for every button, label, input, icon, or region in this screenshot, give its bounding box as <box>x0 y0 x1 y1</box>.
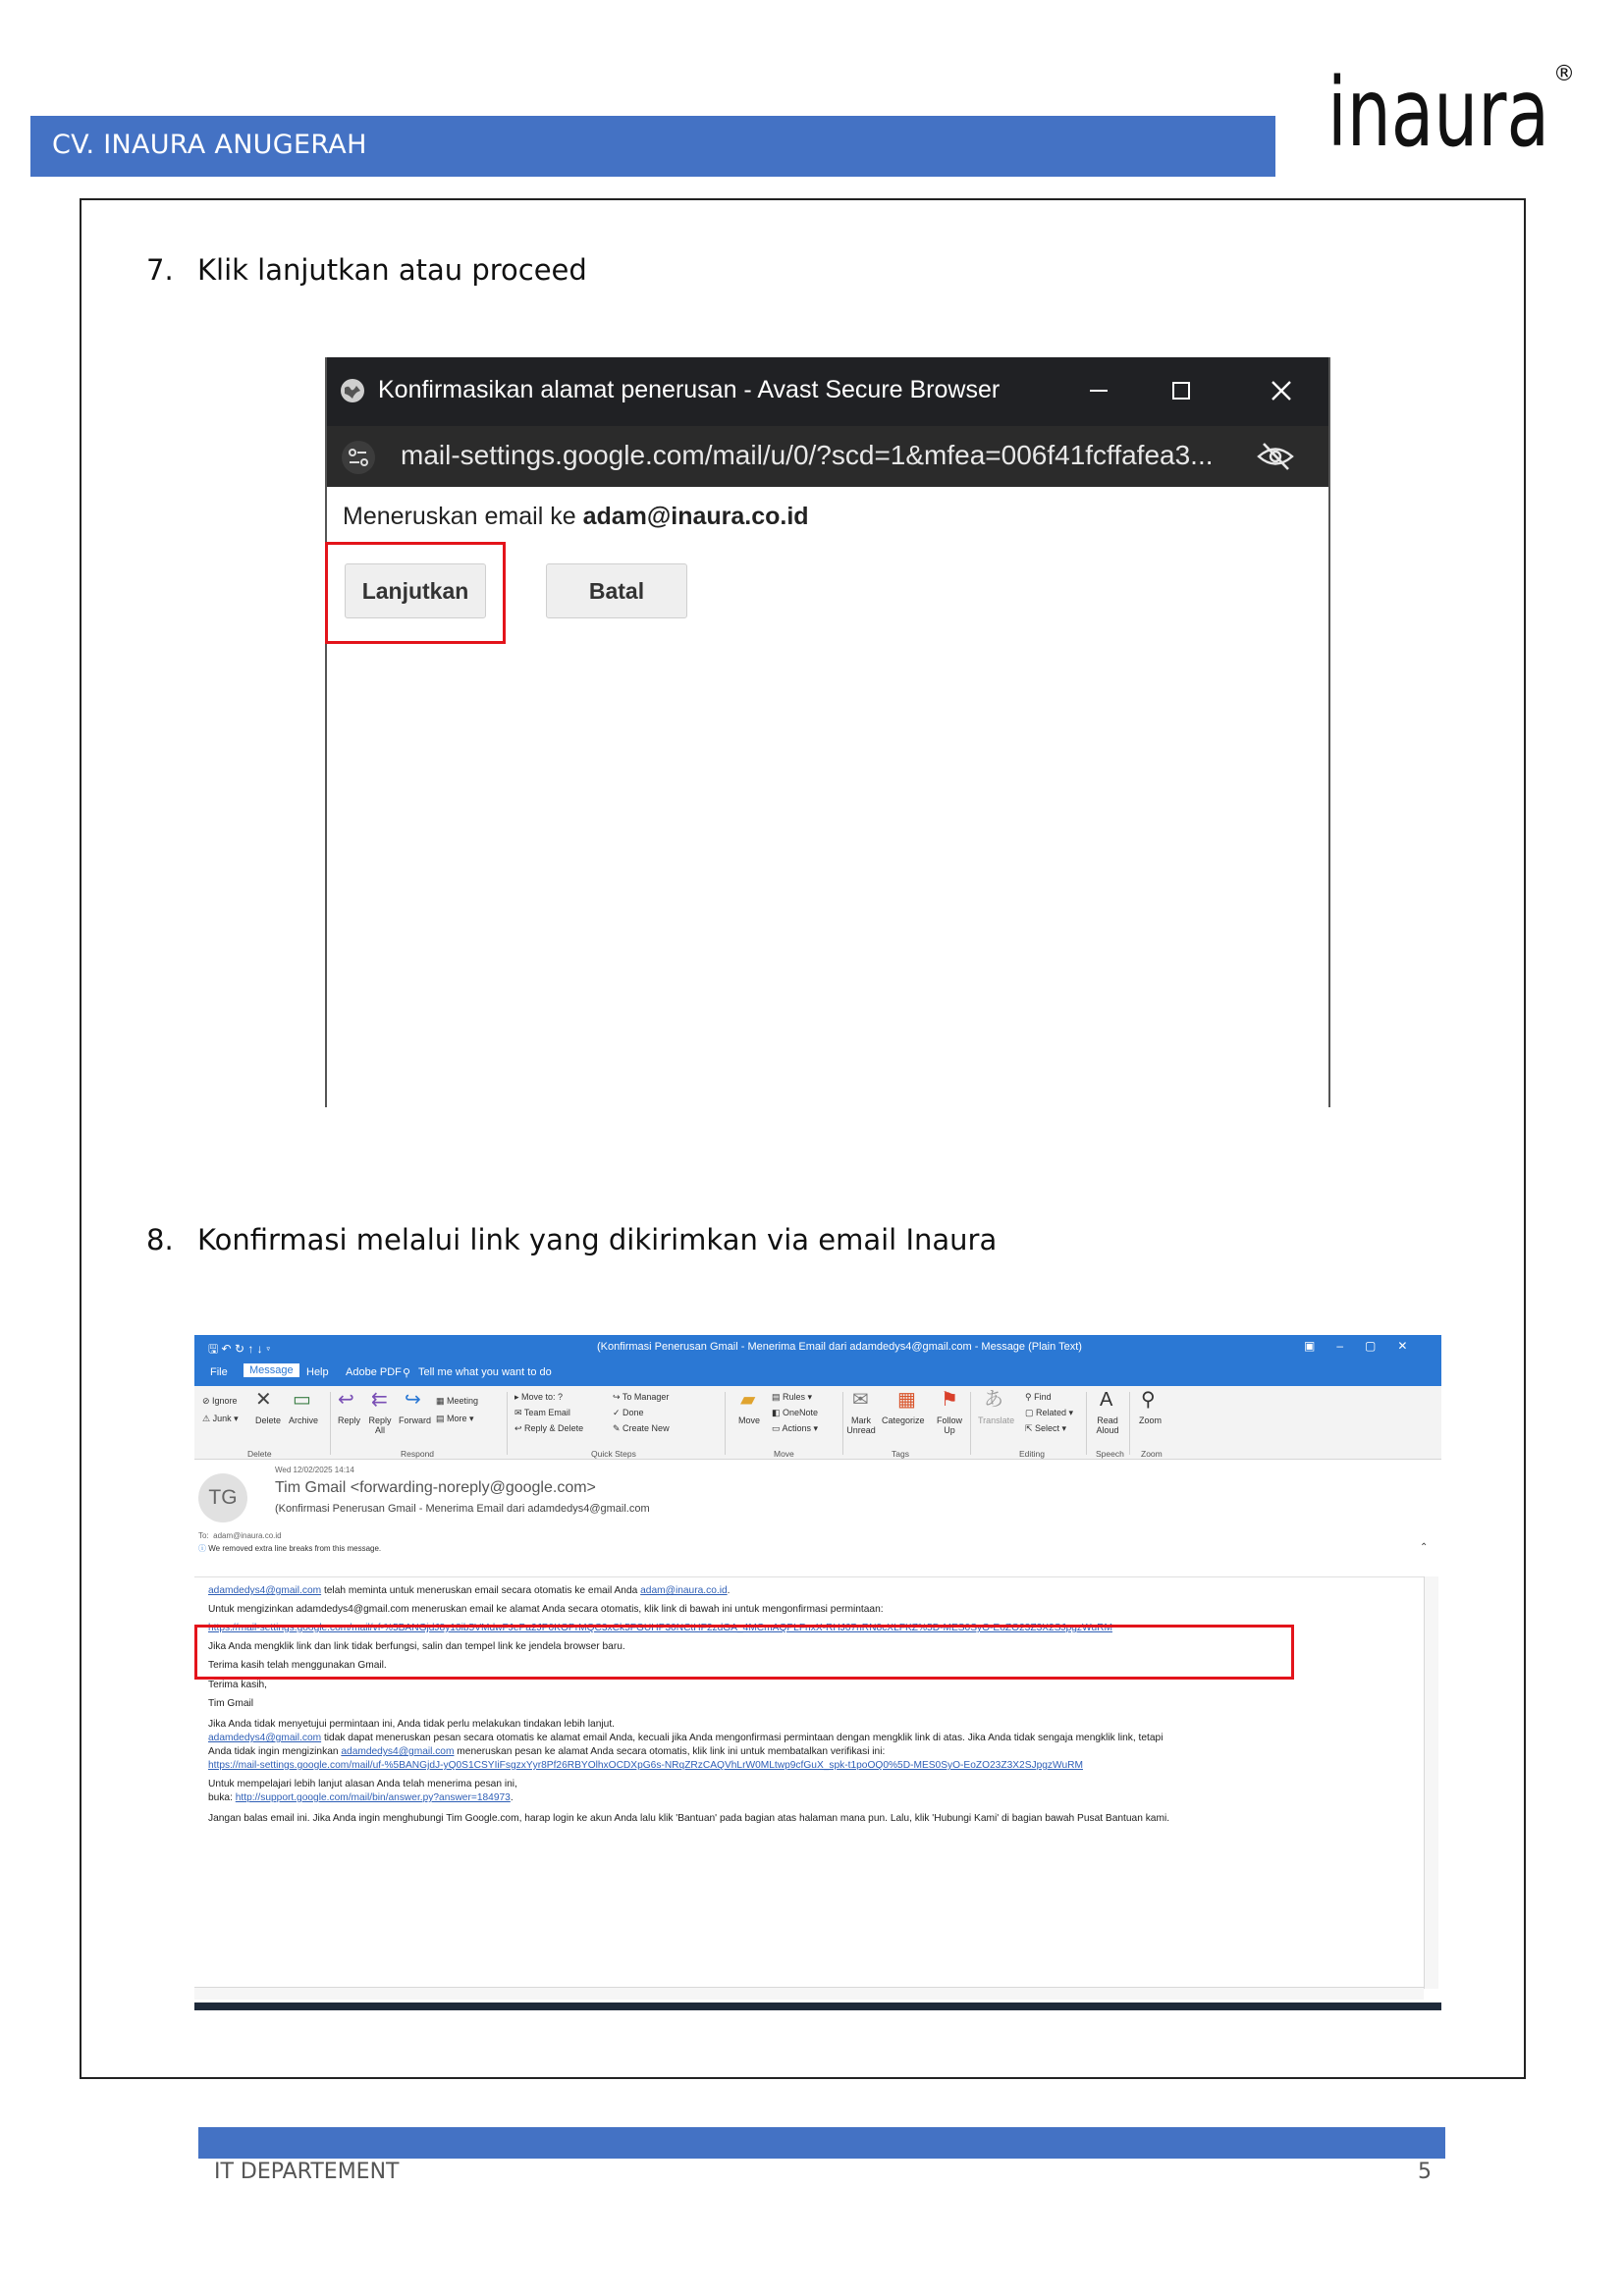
group-tags: Tags <box>892 1449 909 1459</box>
zoom-button[interactable]: Zoom <box>1139 1415 1163 1425</box>
body-line: Jika Anda mengklik link dan link tidak berfungsi, salin dan tempel link ke jendela browser baru. <box>208 1641 625 1652</box>
minimize-icon[interactable] <box>1087 379 1110 402</box>
cancel-button[interactable]: Batal <box>546 563 687 618</box>
reply-button[interactable]: Reply <box>338 1415 361 1425</box>
vertical-scrollbar[interactable] <box>1424 1576 1438 1989</box>
window-controls[interactable]: ▣–▢✕ <box>1304 1339 1430 1353</box>
email-subject: (Konfirmasi Penerusan Gmail - Menerima Email dari adamdedys4@gmail.com <box>275 1503 650 1515</box>
translate-button[interactable]: Translate <box>978 1415 1015 1425</box>
company-name: CV. INAURA ANUGERAH <box>52 130 367 160</box>
junk-button[interactable]: ⚠ Junk ▾ <box>202 1414 239 1423</box>
site-settings-icon[interactable] <box>341 440 376 475</box>
tell-me-icon: ⚲ <box>403 1367 411 1379</box>
related-button[interactable]: ▢ Related ▾ <box>1025 1408 1074 1417</box>
reply-all-icon: ⇇ <box>371 1389 388 1411</box>
highlight-box <box>194 1625 1294 1680</box>
body-line: Terima kasih telah menggunakan Gmail. <box>208 1660 387 1671</box>
reply-icon: ↩ <box>338 1389 354 1411</box>
quick-access-icons[interactable]: 🖫 ↶ ↻ ↑ ↓ ▿ <box>208 1342 271 1356</box>
quickstep-team-email[interactable]: ✉ Team Email <box>514 1408 570 1417</box>
group-quick-steps: Quick Steps <box>591 1449 636 1459</box>
eye-off-icon[interactable] <box>1256 442 1295 471</box>
body-line: Jangan balas email ini. Jika Anda ingin menghubungi Tim Google.com, harap login ke akun Anda lalu klik 'Bantuan' pada bagian atas halaman mana pun. Lalu, klik 'Hubungi Kami' di bagian bawah Pusat Bantuan kami. <box>208 1813 1170 1824</box>
outlook-ribbon <box>194 1386 1441 1460</box>
tab-adobe-pdf[interactable]: Adobe PDF <box>346 1366 402 1378</box>
address-url: mail-settings.google.com/mail/u/0/?scd=1&mfea=006f41fcffafea3... <box>401 440 1214 470</box>
header-band <box>30 116 1275 177</box>
taskbar-strip <box>194 2002 1441 2010</box>
browser-dialog-screenshot <box>325 357 1330 1107</box>
highlight-box <box>325 542 506 644</box>
group-zoom: Zoom <box>1141 1449 1163 1459</box>
group-speech: Speech <box>1096 1449 1124 1459</box>
continue-button[interactable]: Lanjutkan <box>345 563 486 618</box>
categorize-button[interactable]: Categorize <box>882 1415 925 1425</box>
email-header <box>194 1460 1441 1554</box>
confirmation-link[interactable]: https://mail-settings.google.com/mail/vf-%5BANGjdJ8y18ib5VMdwFJePa2JP0KOPrMQC3xCk5FGUHP30NCtHF2zdGA_4MCmAQPLFnxX-RHJ67nRN8cXLFKZ%5D-MES0SyO-EoZO23Z3X2SJpgzWuRM <box>208 1623 1112 1633</box>
body-line: adamdedys4@gmail.com tidak dapat meneruskan pesan secara otomatis ke alamat email Anda, kecuali jika Anda mengonfirmasi permintaan dengan mengklik link di atas. Jika Anda tidak sengaja mengklik link, tetapi <box>208 1733 1164 1743</box>
read-aloud-button[interactable]: Read Aloud <box>1096 1415 1119 1435</box>
categorize-icon: ▦ <box>897 1389 916 1411</box>
ignore-button[interactable]: ⊘ Ignore <box>202 1396 238 1406</box>
group-editing: Editing <box>1019 1449 1045 1459</box>
step-text: Konfirmasi melalui link yang dikirimkan via email Inaura <box>197 1223 998 1256</box>
zoom-icon: ⚲ <box>1141 1389 1156 1411</box>
forward-message <box>343 503 809 531</box>
step-text: Klik lanjutkan atau proceed <box>197 253 587 287</box>
mark-unread-icon: ✉ <box>852 1389 869 1411</box>
svg-text:inaura: inaura <box>1327 58 1549 159</box>
browser-title: Konfirmasikan alamat penerusan - Avast Secure Browser <box>378 376 1001 403</box>
email-sender: Tim Gmail <forwarding-noreply@google.com> <box>275 1479 596 1496</box>
forward-icon: ↪ <box>405 1389 421 1411</box>
body-line: Terima kasih, <box>208 1680 268 1690</box>
actions-button[interactable]: ▭ Actions ▾ <box>772 1423 819 1433</box>
quickstep-to-manager[interactable]: ↪ To Manager <box>613 1392 670 1402</box>
tab-help[interactable]: Help <box>306 1366 329 1378</box>
inaura-logo <box>1327 51 1583 159</box>
more-button[interactable]: ▤ More ▾ <box>436 1414 474 1423</box>
select-button[interactable]: ⇱ Select ▾ <box>1025 1423 1067 1433</box>
body-line: Untuk mempelajari lebih lanjut alasan Anda telah menerima pesan ini, <box>208 1779 517 1789</box>
body-line: adamdedys4@gmail.com telah meminta untuk meneruskan email secara otomatis ke email Anda adam@inaura.co.id. <box>208 1585 731 1596</box>
step-number: 7. <box>146 253 174 287</box>
quickstep-done[interactable]: ✓ Done <box>613 1408 644 1417</box>
tell-me-search[interactable]: Tell me what you want to do <box>418 1366 552 1378</box>
body-line: buka: http://support.google.com/mail/bin/answer.py?answer=184973. <box>208 1792 514 1803</box>
meeting-button[interactable]: ▦ Meeting <box>436 1396 479 1406</box>
quickstep-reply-delete[interactable]: ↩ Reply & Delete <box>514 1423 584 1433</box>
flag-icon: ⚑ <box>941 1389 958 1411</box>
page-number: 5 <box>1418 2160 1432 2184</box>
delete-icon: ✕ <box>255 1389 272 1411</box>
body-line: Jika Anda tidak menyetujui permintaan ini, Anda tidak perlu melakukan tindakan lebih lanjut. <box>208 1719 615 1730</box>
collapse-icon[interactable]: ⌃ <box>1420 1542 1429 1553</box>
info-bar: ⓘ We removed extra line breaks from this message. <box>198 1544 382 1553</box>
move-icon: ▰ <box>740 1389 756 1411</box>
rules-button[interactable]: ▤ Rules ▾ <box>772 1392 813 1402</box>
tab-message[interactable]: Message <box>244 1363 299 1377</box>
browser-address-bar[interactable] <box>327 426 1328 487</box>
maximize-icon[interactable] <box>1169 379 1193 402</box>
body-line: Untuk mengizinkan adamdedys4@gmail.com meneruskan email ke alamat Anda secara otomatis, klik link di bawah ini untuk mengonfirmasi permintaan: <box>208 1604 884 1615</box>
read-aloud-icon: A <box>1100 1389 1113 1411</box>
tab-file[interactable]: File <box>210 1366 228 1378</box>
forward-button[interactable]: Forward <box>399 1415 432 1425</box>
svg-text:®: ® <box>1553 62 1575 86</box>
cancel-verification-link[interactable]: https://mail-settings.google.com/mail/uf-%5BANGjdJ-yQ0S1CSYIiFsgzxYyr8Pf26RBYOlhxOCDXpG6s-NRqZRzCAQVhLrW0MLtwp9cfGuX_spk-t1poOQ0%5D-MES0SyO-EoZO23Z3X2SJpgzWuRM <box>208 1760 1083 1771</box>
mark-unread-button[interactable]: Mark Unread <box>846 1415 876 1435</box>
follow-up-button[interactable]: Follow Up <box>936 1415 962 1435</box>
email-to: To: adam@inaura.co.id <box>198 1531 282 1540</box>
close-icon[interactable] <box>1270 379 1293 402</box>
outlook-window-title: (Konfirmasi Penerusan Gmail - Menerima Email dari adamdedys4@gmail.com - Message (Plain Text) <box>597 1341 1082 1353</box>
body-line: Anda tidak ingin mengizinkan adamdedys4@gmail.com meneruskan pesan ke alamat Anda secara otomatis, klik link ini untuk membatalkan verifikasi ini: <box>208 1746 886 1757</box>
archive-button[interactable]: Archive <box>289 1415 319 1425</box>
group-move: Move <box>774 1449 794 1459</box>
step-number: 8. <box>146 1223 174 1256</box>
onenote-button[interactable]: ◧ OneNote <box>772 1408 819 1417</box>
horizontal-scrollbar[interactable] <box>194 1987 1424 2000</box>
archive-icon: ▭ <box>293 1389 311 1411</box>
globe-icon <box>339 377 366 404</box>
browser-titlebar <box>327 357 1328 426</box>
forward-email: adam@inaura.co.id <box>582 503 809 530</box>
group-respond: Respond <box>401 1449 435 1459</box>
body-line: Tim Gmail <box>208 1698 254 1709</box>
quickstep-move-to[interactable]: ▸ Move to: ? <box>514 1392 564 1402</box>
footer-department: IT DEPARTEMENT <box>214 2160 400 2184</box>
group-delete: Delete <box>247 1449 272 1459</box>
find-button[interactable]: ⚲ Find <box>1025 1392 1052 1402</box>
quickstep-create-new[interactable]: ✎ Create New <box>613 1423 670 1433</box>
move-button[interactable]: Move <box>738 1415 761 1425</box>
email-date: Wed 12/02/2025 14:14 <box>275 1466 354 1474</box>
avatar: TG <box>198 1473 247 1522</box>
message-prefix: Meneruskan email ke <box>343 503 583 530</box>
outlook-titlebar <box>194 1335 1441 1386</box>
info-icon: ⓘ <box>198 1544 206 1553</box>
reply-all-button[interactable]: Reply All <box>368 1415 392 1435</box>
delete-button[interactable]: Delete <box>255 1415 282 1425</box>
translate-icon: あ <box>984 1389 1003 1411</box>
footer-band <box>198 2127 1445 2159</box>
